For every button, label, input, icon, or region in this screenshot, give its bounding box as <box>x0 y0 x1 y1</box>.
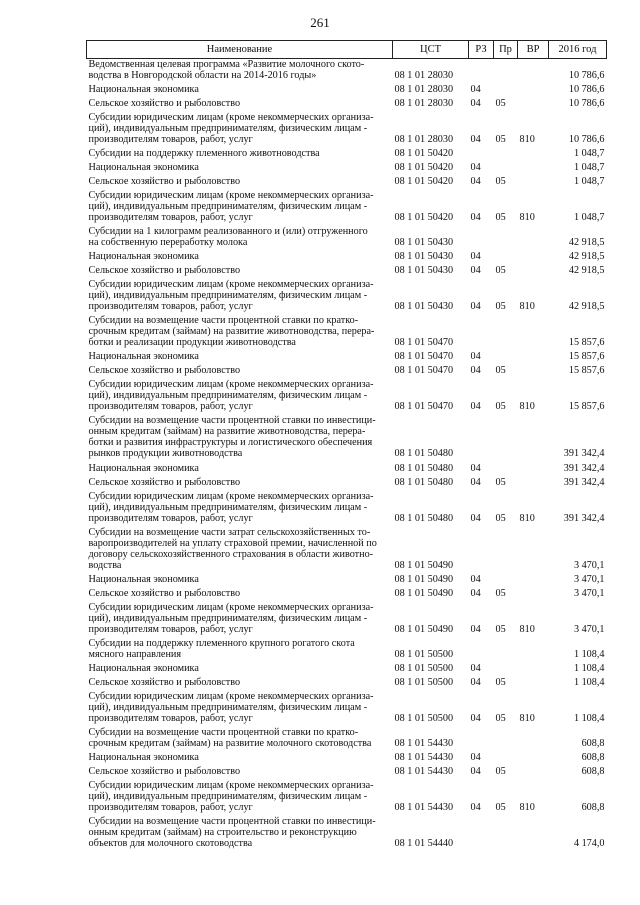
row-rz <box>469 638 494 663</box>
row-rz: 04 <box>470 162 481 174</box>
row-vr <box>518 251 549 265</box>
row-amount: 391 342,4 <box>563 476 605 488</box>
row-amount: 42 918,5 <box>568 251 605 263</box>
table-row <box>87 315 607 351</box>
row-cst: 08 1 01 50430 <box>394 251 454 263</box>
table-row <box>87 602 607 638</box>
row-name: Субсидии на возмещение части процентной ставки по кратко- срочным кредитам (займам) на развитие животноводства, перера- ботки и реализации продукции животноводства <box>88 315 375 349</box>
table-row <box>87 365 607 379</box>
table-row <box>87 527 607 574</box>
row-amount: 42 918,5 <box>568 237 605 249</box>
row-name: Субсидии юридическим лицам (кроме некоммерческих организа- ций), индивидуальным предпринимателям, физическим лицам - производителям товаров, работ, услуг <box>88 112 374 146</box>
row-vr <box>518 463 549 477</box>
row-cst: 08 1 01 50500 <box>394 676 454 688</box>
table-row <box>87 98 607 112</box>
row-name: Субсидии на возмещение части процентной ставки по инвестици- онным кредитам (займам) на строительство и реконструкцию объектов для молочного скотоводства <box>88 815 376 849</box>
row-amount: 15 857,6 <box>568 401 605 413</box>
row-rz: 04 <box>470 84 481 96</box>
table-row <box>87 59 607 85</box>
row-vr <box>518 162 549 176</box>
row-name: Национальная экономика <box>88 573 199 585</box>
row-amount: 3 470,1 <box>573 587 605 599</box>
table-row <box>87 477 607 491</box>
row-pr: 05 <box>495 265 506 277</box>
table-row <box>87 663 607 677</box>
row-rz <box>469 816 494 852</box>
row-cst: 08 1 01 50500 <box>394 648 454 660</box>
row-amount: 3 470,1 <box>573 623 605 635</box>
row-rz: 04 <box>470 801 481 813</box>
row-pr <box>494 663 518 677</box>
row-cst: 08 1 01 50490 <box>394 587 454 599</box>
row-amount: 1 048,7 <box>573 212 605 224</box>
row-name: Сельское хозяйство и рыболовство <box>88 676 241 688</box>
row-cst: 08 1 01 50480 <box>394 448 454 460</box>
row-vr <box>518 766 549 780</box>
row-name: Субсидии юридическим лицам (кроме некоммерческих организа- ций), индивидуальным предпринимателям, физическим лицам - производителям товаров, работ, услуг <box>88 601 374 635</box>
row-name: Сельское хозяйство и рыболовство <box>88 765 241 777</box>
row-cst: 08 1 01 50480 <box>394 462 454 474</box>
row-pr: 05 <box>495 98 506 110</box>
row-rz: 04 <box>470 623 481 635</box>
header-rz: РЗ <box>469 41 494 59</box>
row-name: Сельское хозяйство и рыболовство <box>88 98 241 110</box>
row-pr <box>494 415 518 462</box>
row-pr: 05 <box>495 401 506 413</box>
row-rz: 04 <box>470 676 481 688</box>
row-vr <box>518 98 549 112</box>
row-cst: 08 1 01 50470 <box>394 351 454 363</box>
row-cst: 08 1 01 50420 <box>394 212 454 224</box>
row-pr <box>494 816 518 852</box>
row-name: Национальная экономика <box>88 162 199 174</box>
table-row <box>87 226 607 251</box>
header-name: Наименование <box>87 41 393 59</box>
header-cst: ЦСТ <box>393 41 469 59</box>
row-name: Национальная экономика <box>88 84 199 96</box>
row-name: Национальная экономика <box>88 662 199 674</box>
row-rz: 04 <box>470 212 481 224</box>
row-pr: 05 <box>495 801 506 813</box>
row-vr <box>518 365 549 379</box>
row-rz: 04 <box>470 512 481 524</box>
row-name: Субсидии юридическим лицам (кроме некоммерческих организа- ций), индивидуальным предпринимателям, физическим лицам - производителям товаров, работ, услуг <box>88 779 374 813</box>
table-row <box>87 491 607 527</box>
row-rz <box>469 527 494 574</box>
row-cst: 08 1 01 50420 <box>394 162 454 174</box>
row-pr <box>494 752 518 766</box>
row-rz: 04 <box>470 765 481 777</box>
row-cst: 08 1 01 50430 <box>394 237 454 249</box>
table-row <box>87 190 607 226</box>
row-cst: 08 1 01 50420 <box>394 148 454 160</box>
table-row <box>87 677 607 691</box>
table-row <box>87 265 607 279</box>
row-cst: 08 1 01 50500 <box>394 662 454 674</box>
row-amount: 1 108,4 <box>573 676 605 688</box>
row-pr: 05 <box>495 365 506 377</box>
row-name: Субсидии юридическим лицам (кроме некоммерческих организа- ций), индивидуальным предпринимателям, физическим лицам - производителям товаров, работ, услуг <box>88 379 374 413</box>
table-row <box>87 148 607 162</box>
row-vr <box>518 477 549 491</box>
table-row <box>87 816 607 852</box>
row-amount: 608,8 <box>581 765 605 777</box>
row-rz <box>469 315 494 351</box>
row-name: Субсидии на поддержку племенного животноводства <box>88 148 320 160</box>
row-cst: 08 1 01 54430 <box>394 801 454 813</box>
row-cst: 08 1 01 28030 <box>394 70 454 82</box>
table-row <box>87 379 607 415</box>
row-name: Ведомственная целевая программа «Развитие молочного ското- водства в Новгородской области на 2014-2016 годы» <box>88 59 365 82</box>
row-amount: 1 108,4 <box>573 712 605 724</box>
table-row <box>87 112 607 148</box>
row-vr <box>518 415 549 462</box>
row-vr <box>518 574 549 588</box>
row-pr: 05 <box>495 476 506 488</box>
row-name: Национальная экономика <box>88 462 199 474</box>
row-amount: 10 786,6 <box>568 70 605 82</box>
row-vr <box>518 816 549 852</box>
row-rz: 04 <box>470 573 481 585</box>
row-pr <box>494 463 518 477</box>
table-row <box>87 638 607 663</box>
row-pr: 05 <box>495 587 506 599</box>
row-name: Сельское хозяйство и рыболовство <box>88 476 241 488</box>
row-vr: 810 <box>519 212 535 224</box>
row-name: Субсидии на возмещение части затрат сельскохозяйственных то- варопроизводителей на уплату страховой премии, начисленной по договору сельскохозяйственного страхования в области животно- водства <box>88 526 377 571</box>
row-vr <box>518 752 549 766</box>
row-amount: 1 108,4 <box>573 648 605 660</box>
table-row <box>87 727 607 752</box>
row-pr: 05 <box>495 212 506 224</box>
row-amount: 608,8 <box>581 751 605 763</box>
row-rz <box>469 148 494 162</box>
table-row <box>87 279 607 315</box>
row-rz: 04 <box>470 662 481 674</box>
row-name: Субсидии на возмещение части процентной ставки по кратко- срочным кредитам (займам) на развитие молочного скотоводства <box>88 726 372 749</box>
row-cst: 08 1 01 50490 <box>394 573 454 585</box>
table-row <box>87 780 607 816</box>
table-row <box>87 588 607 602</box>
row-amount: 1 048,7 <box>573 176 605 188</box>
row-vr: 810 <box>519 512 535 524</box>
row-pr <box>494 638 518 663</box>
budget-table <box>86 40 607 852</box>
table-row <box>87 351 607 365</box>
row-name: Субсидии юридическим лицам (кроме некоммерческих организа- ций), индивидуальным предпринимателям, физическим лицам - производителям товаров, работ, услуг <box>88 279 374 313</box>
row-cst: 08 1 01 28030 <box>394 98 454 110</box>
row-cst: 08 1 01 50480 <box>394 476 454 488</box>
row-amount: 391 342,4 <box>563 512 605 524</box>
row-name: Субсидии на 1 килограмм реализованного и (или) отгруженного на собственную переработку молока <box>88 226 368 249</box>
row-vr: 810 <box>519 134 535 146</box>
row-name: Национальная экономика <box>88 251 199 263</box>
row-cst: 08 1 01 50420 <box>394 176 454 188</box>
row-pr <box>494 59 518 85</box>
row-cst: 08 1 01 50490 <box>394 559 454 571</box>
row-vr <box>518 727 549 752</box>
row-rz: 04 <box>470 401 481 413</box>
row-amount: 10 786,6 <box>568 134 605 146</box>
row-rz <box>469 415 494 462</box>
table-row <box>87 766 607 780</box>
row-rz: 04 <box>470 176 481 188</box>
row-pr <box>494 162 518 176</box>
row-vr <box>518 588 549 602</box>
row-rz: 04 <box>470 301 481 313</box>
row-pr: 05 <box>495 512 506 524</box>
row-cst: 08 1 01 50490 <box>394 623 454 635</box>
page-number: 261 <box>310 15 330 30</box>
row-rz: 04 <box>470 251 481 263</box>
row-amount: 391 342,4 <box>563 462 605 474</box>
row-cst: 08 1 01 28030 <box>394 134 454 146</box>
row-name: Национальная экономика <box>88 751 199 763</box>
header-vr: ВР <box>518 41 549 59</box>
table-row <box>87 176 607 190</box>
row-cst: 08 1 01 50470 <box>394 337 454 349</box>
row-vr <box>518 677 549 691</box>
row-cst: 08 1 01 54430 <box>394 765 454 777</box>
row-cst: 08 1 01 54430 <box>394 751 454 763</box>
row-cst: 08 1 01 28030 <box>394 84 454 96</box>
row-pr: 05 <box>495 134 506 146</box>
row-name: Сельское хозяйство и рыболовство <box>88 587 241 599</box>
row-vr <box>518 176 549 190</box>
row-cst: 08 1 01 50500 <box>394 712 454 724</box>
table-row <box>87 463 607 477</box>
table-row <box>87 251 607 265</box>
row-pr: 05 <box>495 676 506 688</box>
row-rz: 04 <box>470 587 481 599</box>
table-row <box>87 162 607 176</box>
row-amount: 10 786,6 <box>568 84 605 96</box>
row-rz <box>469 59 494 85</box>
row-rz: 04 <box>470 365 481 377</box>
table-row <box>87 752 607 766</box>
row-vr <box>518 638 549 663</box>
row-amount: 15 857,6 <box>568 351 605 363</box>
row-vr: 810 <box>519 623 535 635</box>
row-amount: 3 470,1 <box>573 559 605 571</box>
row-vr <box>518 148 549 162</box>
row-vr <box>518 265 549 279</box>
row-pr <box>494 315 518 351</box>
header-amount: 2016 год <box>549 41 607 59</box>
row-amount: 1 048,7 <box>573 162 605 174</box>
row-rz: 04 <box>470 751 481 763</box>
table-row <box>87 415 607 462</box>
row-pr <box>494 148 518 162</box>
row-name: Субсидии на возмещение части процентной ставки по инвестици- онным кредитам (займам) на развитие животноводства, перера- ботки и развития инфраструктуры и логистического обеспечения рынков продукции животноводства <box>88 415 376 460</box>
table-header-row <box>87 41 607 59</box>
row-vr: 810 <box>519 712 535 724</box>
row-cst: 08 1 01 54440 <box>394 837 454 849</box>
row-pr: 05 <box>495 301 506 313</box>
row-amount: 15 857,6 <box>568 337 605 349</box>
row-vr <box>518 59 549 85</box>
row-name: Национальная экономика <box>88 351 199 363</box>
row-rz: 04 <box>470 265 481 277</box>
row-name: Субсидии юридическим лицам (кроме некоммерческих организа- ций), индивидуальным предпринимателям, физическим лицам - производителям товаров, работ, услуг <box>88 690 374 724</box>
header-pr: Пр <box>494 41 518 59</box>
row-amount: 42 918,5 <box>568 301 605 313</box>
row-vr <box>518 226 549 251</box>
row-vr <box>518 663 549 677</box>
row-cst: 08 1 01 50480 <box>394 512 454 524</box>
row-name: Субсидии юридическим лицам (кроме некоммерческих организа- ций), индивидуальным предпринимателям, физическим лицам - производителям товаров, работ, услуг <box>88 190 374 224</box>
row-name: Субсидии на поддержку племенного крупного рогатого скота мясного направления <box>88 637 355 660</box>
row-amount: 4 174,0 <box>573 837 605 849</box>
row-pr <box>494 251 518 265</box>
row-name: Субсидии юридическим лицам (кроме некоммерческих организа- ций), индивидуальным предпринимателям, физическим лицам - производителям товаров, работ, услуг <box>88 490 374 524</box>
row-rz: 04 <box>470 712 481 724</box>
row-amount: 3 470,1 <box>573 573 605 585</box>
row-rz: 04 <box>470 351 481 363</box>
row-rz: 04 <box>470 476 481 488</box>
row-pr <box>494 84 518 98</box>
row-pr <box>494 574 518 588</box>
row-pr: 05 <box>495 623 506 635</box>
row-cst: 08 1 01 50430 <box>394 301 454 313</box>
row-amount: 42 918,5 <box>568 265 605 277</box>
row-amount: 608,8 <box>581 737 605 749</box>
row-pr <box>494 226 518 251</box>
row-cst: 08 1 01 50430 <box>394 265 454 277</box>
row-amount: 391 342,4 <box>563 448 605 460</box>
row-name: Сельское хозяйство и рыболовство <box>88 176 241 188</box>
row-vr <box>518 315 549 351</box>
row-pr: 05 <box>495 176 506 188</box>
row-vr <box>518 84 549 98</box>
row-vr <box>518 351 549 365</box>
table-row <box>87 84 607 98</box>
row-rz <box>469 226 494 251</box>
row-vr: 810 <box>519 401 535 413</box>
row-rz: 04 <box>470 98 481 110</box>
row-rz: 04 <box>470 462 481 474</box>
row-amount: 608,8 <box>581 801 605 813</box>
row-name: Сельское хозяйство и рыболовство <box>88 265 241 277</box>
row-amount: 1 048,7 <box>573 148 605 160</box>
row-rz: 04 <box>470 134 481 146</box>
row-name: Сельское хозяйство и рыболовство <box>88 365 241 377</box>
table-row <box>87 574 607 588</box>
row-amount: 10 786,6 <box>568 98 605 110</box>
row-cst: 08 1 01 50470 <box>394 401 454 413</box>
row-pr <box>494 351 518 365</box>
row-vr <box>518 527 549 574</box>
row-amount: 15 857,6 <box>568 365 605 377</box>
row-pr: 05 <box>495 765 506 777</box>
row-vr: 810 <box>519 301 535 313</box>
row-cst: 08 1 01 54430 <box>394 737 454 749</box>
row-cst: 08 1 01 50470 <box>394 365 454 377</box>
row-amount: 1 108,4 <box>573 662 605 674</box>
row-pr <box>494 727 518 752</box>
row-pr: 05 <box>495 712 506 724</box>
table-body <box>87 59 607 852</box>
row-vr: 810 <box>519 801 535 813</box>
table-row <box>87 691 607 727</box>
row-pr <box>494 527 518 574</box>
row-rz <box>469 727 494 752</box>
